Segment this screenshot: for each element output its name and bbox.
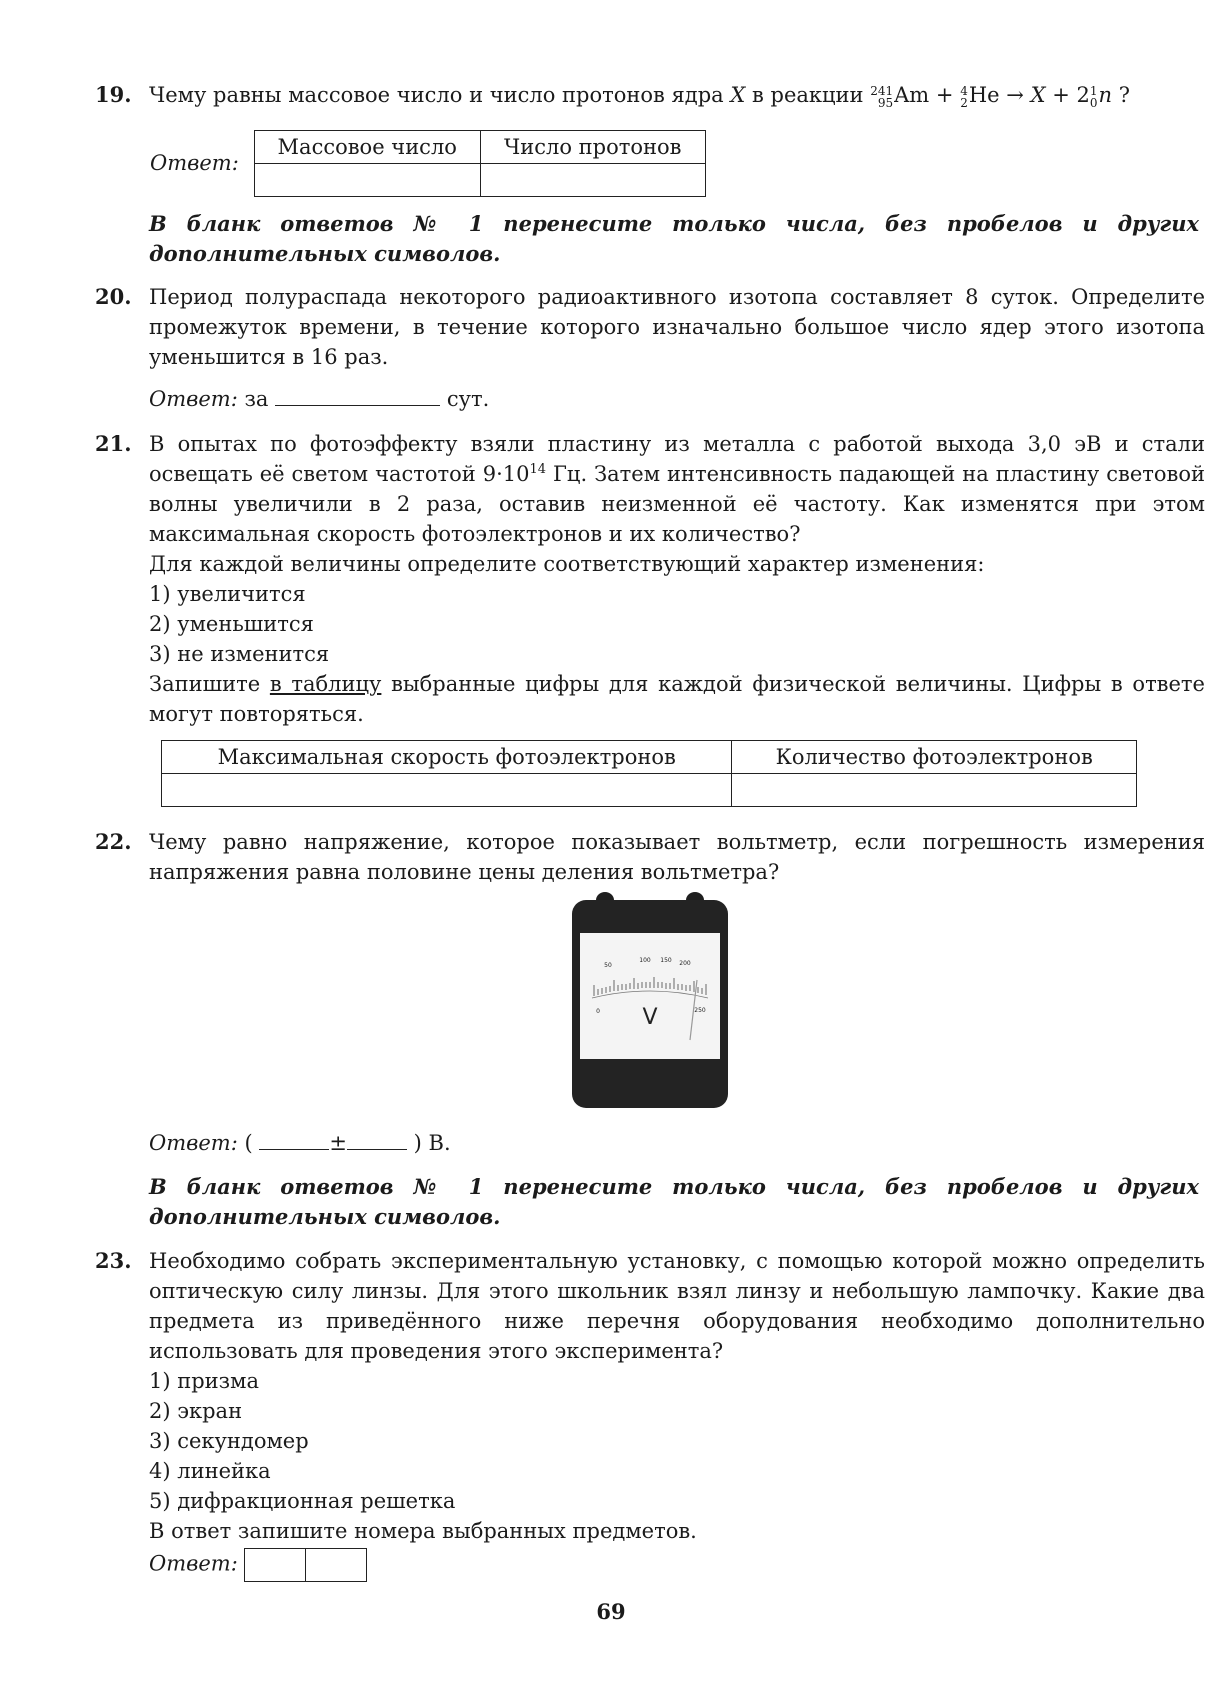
answer-line-22: Ответ: ( ± ) В. — [149, 1131, 451, 1155]
answer-line-23: Ответ: — [149, 1548, 367, 1582]
question-number: 20. — [95, 284, 132, 309]
column-header: Максимальная скорость фотоэлектронов — [162, 741, 732, 774]
answer-blank[interactable] — [275, 385, 440, 406]
answer-label: Ответ: — [150, 151, 239, 175]
nuclide-indices: 4 2 — [960, 83, 968, 110]
answer-cell-mass-number[interactable] — [255, 164, 481, 197]
answer-box[interactable] — [244, 1548, 306, 1582]
answer-table-19 — [254, 130, 706, 197]
reaction-equation: 241 95 Am + 4 2 He → X + 2 1 0 n ? — [870, 83, 1130, 110]
question-text — [149, 80, 1205, 110]
answer-value-blank[interactable] — [259, 1129, 329, 1150]
answer-error-blank[interactable] — [347, 1129, 407, 1150]
variable-x: X — [730, 83, 746, 107]
scale-label: 50 — [604, 962, 612, 969]
plus-minus: ± — [329, 1131, 347, 1155]
answer-box[interactable] — [306, 1548, 367, 1582]
question-number: 21. — [95, 431, 132, 456]
answer-cell-max-speed[interactable] — [162, 774, 732, 807]
nuclide-indices: 241 95 — [870, 83, 894, 110]
question-text: Чему равно напряжение, которое показывает вольтметр, если погрешность измерения напряжения равна половине цены деления вольтметра? — [149, 830, 1205, 884]
question-number: 19. — [95, 82, 132, 107]
option: 5) дифракционная решетка — [149, 1489, 456, 1513]
option: 3) не изменится — [149, 642, 330, 666]
question-19 — [95, 80, 1205, 110]
answer-table-21 — [161, 740, 1137, 807]
option: 1) призма — [149, 1369, 259, 1393]
question-text: Период полураспада некоторого радиоактивного изотопа составляет 8 суток. Определите промежуток времени, в течение которого изначально большое число ядер этого изотопа уменьшится в 16 раз. — [149, 285, 1205, 369]
option: 4) линейка — [149, 1459, 271, 1483]
column-header: Количество фотоэлектронов — [732, 741, 1137, 774]
scale-label: 150 — [660, 957, 672, 964]
answer-line-20: Ответ: за сут. — [149, 387, 490, 411]
scale-label: 0 — [596, 1008, 600, 1015]
page-number: 69 — [596, 1599, 626, 1624]
question-text: Необходимо собрать экспериментальную установку, с помощью которой можно определить оптическую силу линзы. Для этого школьник взял линзу и небольшую лампочку. Какие два предмета из приведённого ниже перечня оборудования необходимо дополнительно использовать для проведения этого эксперимента? 1) призма 2) экран 3) секундомер 4) линейка 5) дифракционная решетка В ответ запишите номера выбранных предметов. — [149, 1246, 1205, 1546]
neutron: n — [1098, 83, 1113, 107]
nuclide-indices: 1 0 — [1089, 83, 1098, 110]
instruction: Для каждой величины определите соответствующий характер изменения: — [149, 552, 985, 576]
question-22 — [95, 827, 1205, 887]
instruction: В ответ запишите номера выбранных предметов. — [149, 1519, 697, 1543]
scale-label: 250 — [694, 1007, 706, 1014]
answer-boxes — [244, 1548, 367, 1582]
question-number: 23. — [95, 1248, 132, 1273]
scale-label: 100 — [639, 957, 651, 964]
answer-cell-proton-number[interactable] — [480, 164, 706, 197]
question-text: В опытах по фотоэффекту взяли пластину из металла с работой выхода 3,0 эВ и стали освещать её светом частотой $9\cdot 10^{14}$ Гц. Затем интенсивность падающей на пластину световой волны увеличили в 2 раза, оставив неизменной её частоту. Как изменятся при этом максимальная скорость фотоэлектронов и их количество? Для каждой величины определите соответствующий характер изменения: 1) увеличится 2) уменьшится 3) не изменится Запишите в таблицу выбранные цифры для каждой физической величины. Цифры в ответе могут повторяться. — [149, 432, 1205, 726]
question-21 — [95, 429, 1205, 729]
form-note: В бланк ответов № 1 перенесите только числа, без пробелов и других дополнительных символов. — [149, 1174, 1199, 1229]
answer-cell-count[interactable] — [732, 774, 1137, 807]
option: 3) секундомер — [149, 1429, 309, 1453]
question-23 — [95, 1246, 1205, 1546]
americium: Am — [894, 83, 930, 107]
question-20 — [95, 282, 1205, 372]
option: 2) экран — [149, 1399, 243, 1423]
option: 2) уменьшится — [149, 612, 314, 636]
option: 1) увеличится — [149, 582, 306, 606]
volt-symbol: V — [642, 1005, 658, 1030]
form-note: В бланк ответов № 1 перенесите только числа, без пробелов и других дополнительных символов. — [149, 211, 1199, 266]
voltmeter-image — [570, 888, 730, 1110]
helium: He — [968, 83, 1000, 107]
question-text-part: Чему равны массовое число и число протонов ядра — [149, 83, 724, 107]
column-header: Массовое число — [255, 131, 481, 164]
column-header: Число протонов — [480, 131, 706, 164]
question-text-part: в реакции — [752, 83, 864, 107]
question-number: 22. — [95, 829, 132, 854]
arrow: → — [1006, 83, 1024, 107]
scale-label: 200 — [679, 960, 691, 967]
